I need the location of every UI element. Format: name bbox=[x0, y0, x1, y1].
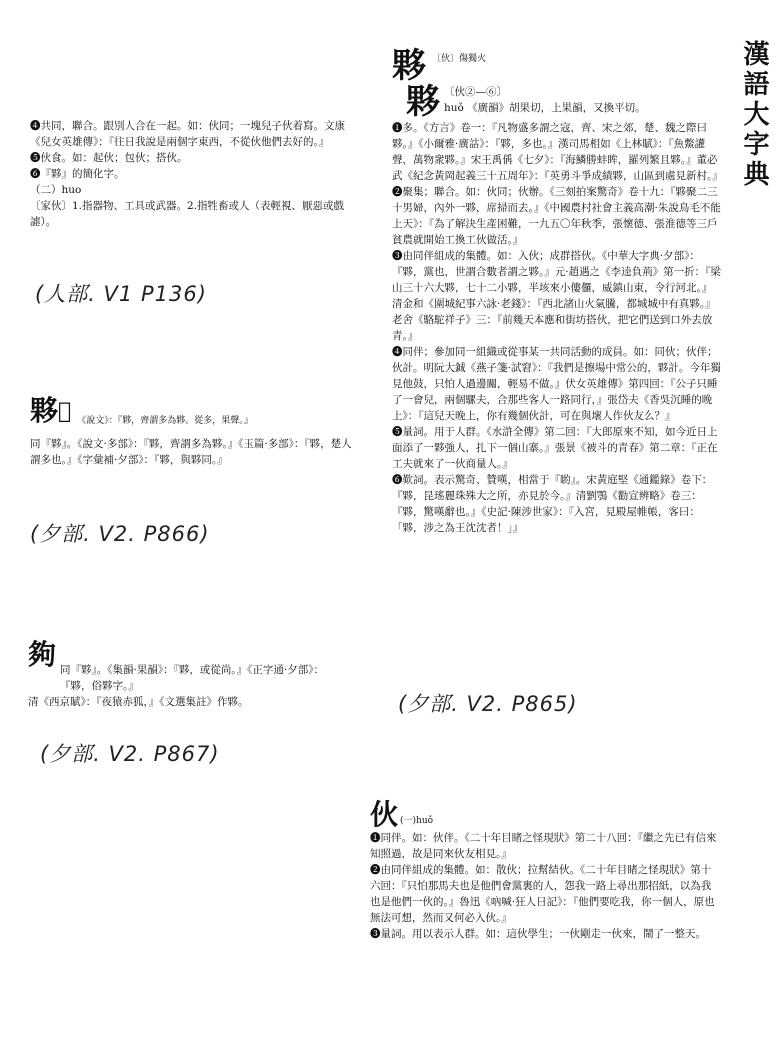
handwritten-reference-3: (夕部. V2. P867) bbox=[40, 742, 220, 766]
huo-subtitle: 〔伙〕傷獨火 bbox=[432, 54, 487, 64]
huo-sense-4: ❹同伴；參加同一組織或從事某一共同活動的成員。如：同伙；伙伴；伙計。明阮大鋮《燕子箋·試窘》：『我們是擦場中常公的，夥計。今年獨見他鼓，只怕人過邊關，輕易不做。』伏女英雄傳》第四回：『公子只睡了一會兒，兩個騾夫，合那些客人一路同行，』張岱夫《香吳沉睡的晚上》：『這兒天晚上，你有幾個伙計，可在與壞人作伙友么？』 bbox=[392, 346, 721, 422]
reading-two: （二）huo bbox=[30, 184, 82, 196]
huo-entry bbox=[392, 48, 722, 536]
guo-body: 同『夥』。《說文·多部》：『夥，齊謂多為夥。』《玉篇·多部》：『夥，楚人謂多也。』《字彙補·夕部》：『夥，與夥同。』 bbox=[30, 438, 352, 466]
headword-guo: 夥 bbox=[30, 394, 59, 427]
source-note: 《說文》：『夥，齊謂多為夥。從多，果聲。』 bbox=[77, 416, 253, 426]
wo-entry bbox=[28, 640, 348, 710]
huo-pronunciation: huǒ 《廣韻》胡果切，上果韻，又換平切。 bbox=[444, 102, 646, 114]
huo-pinyin: 〔伙②—⑥〕 bbox=[444, 86, 507, 98]
handwritten-reference-1: (人部. V1 P136) bbox=[35, 282, 207, 306]
huo-sense-6: ❻歎詞。表示驚奇、贊嘆，相當于『喲』。宋黃庭堅《通鑑錄》卷下：『夥，昆瑤麗珠殊大之所，亦見於今。』清劉鶚《勸宣辨略》卷三：『夥，驚嘆辭也。』《史記·陳涉世家》：『入宮，見殿屋帷帳，客曰：「夥，涉之為王沈沈者！」』 bbox=[392, 474, 713, 534]
headword-huo: 夥 bbox=[392, 46, 426, 86]
huo-sense-1: ❶多。《方言》卷一：『凡物盛多謂之寇，齊、宋之郊，楚、魏之際曰夥。』《小爾雅·廣詁》：『夥，多也。』漢司馬相如《上林賦》：『魚鱉讙聲，萬物衆夥。』宋王禹偁《七夕》：『海鱗勝蚌眸，羅列繁且夥。』董必武《紀念黃岡起義三十五周年》：『英勇斗爭成績夥，山區到處見新村。』 bbox=[392, 122, 723, 182]
huo2-entry bbox=[370, 800, 720, 942]
handwritten-reference-2: (夕部. V2. P866) bbox=[30, 522, 210, 546]
jiahuo-definition: 〔家伙〕1.指器物、工具或武器。2.指牲畜或人（表輕視、厭惡或戲謔）。 bbox=[30, 200, 345, 228]
handwritten-reference-4: (夕部. V2. P865) bbox=[398, 692, 578, 716]
headword-guo-variant: 𡙷 bbox=[58, 398, 72, 424]
huo2-sense-1: ❶同伴。如：伙伴。《二十年目睹之怪現狀》第二十八回：『繼之先已有信來知照過，故是同來伙友相見。』 bbox=[370, 832, 717, 860]
huo2-pinyin: (一)huǒ bbox=[400, 816, 434, 826]
definition-sense-5: ❺伙食。如：起伙；包伙；搭伙。 bbox=[30, 152, 188, 164]
wo-body-2: 清《西京賦》：『夜猿赤狐，』《文選集註》作夥。 bbox=[28, 696, 249, 708]
huo-sense-3: ❸由同伴組成的集體。如：入伙；成群搭伙。《中華大字典·夕部》：『夥，黨也，世謂合數者謂之夥。』元·趙遇之《李逵負荊》第一折：『梁山三十六大夥，七十二小夥，半垓來小僂儸，威鎮山東，令行河北。』清金和《圍城紀事六詠·老錢》：『西北諸山火氣騰，都城城中有真夥。』老舍《駱駝祥子》三：『前幾天本應和街坊搭伙，把它們送到口外去放青。』 bbox=[392, 250, 721, 342]
huo-sense-2: ❷聚集；聯合。如：伙同；伙辦。《三刻拍案驚奇》卷十九：『夥聚二三十男婦，內外一夥，席掃而去。』《中國農村社會主義高潮·朱說鳥毛不能上天》：『為了解決生產困難，一九五〇年秋季，張懷德、張淮德等三戶貧農就開始工換工伙做活。』 bbox=[392, 186, 721, 246]
headword-huo2: 伙 bbox=[370, 798, 399, 831]
guo-entry bbox=[30, 396, 355, 468]
huo2-sense-2: ❷由同伴組成的集體。如：散伙；拉幫結伙。《二十年目睹之怪現狀》第十六回：『只怕那馬夫也是他們會黨裏的人，怨我一路上尋出那招紙，以為我也是他們一伙的。』魯迅《吶喊·狂人日記》：『他們要吃我，你一個人，原也無法可想，然而又何必入伙。』 bbox=[370, 864, 715, 924]
definition-sense-6: ❻『夥』的簡化字。 bbox=[30, 168, 125, 180]
headword-huo-2: 夥 bbox=[406, 82, 440, 122]
huo2-sense-3: ❸量詞。用以表示人群。如：這伙學生；一伙剛走一伙來，鬧了一整天。 bbox=[370, 928, 706, 940]
definition-sense-4: ❹共同，聯合。跟別人合在一起。如：伙同；一塊兒子伙着寫。文康《兒女英雄傳》：『往日我說是兩個字東西，不從伙他們去好的。』 bbox=[30, 120, 345, 148]
headword-wo: 夠 bbox=[28, 638, 57, 671]
wo-body: 同『夥』。《集韻·果韻》：『夥，或從尚。』《正字通·夕部》：『夥，俗夥字。』 bbox=[60, 664, 324, 692]
book-title: 漢語大字典 bbox=[739, 40, 769, 190]
huo-sense-5: ❺量詞。用于人群。《水滸全傳》第二回：『大郎原來不知，如今近日上面添了一夥強人，扎下一個山寨。』張景《被斗的青春》第二章：『正在工夫就來了一伙商量人。』 bbox=[392, 426, 718, 470]
left-top-section bbox=[30, 118, 355, 230]
